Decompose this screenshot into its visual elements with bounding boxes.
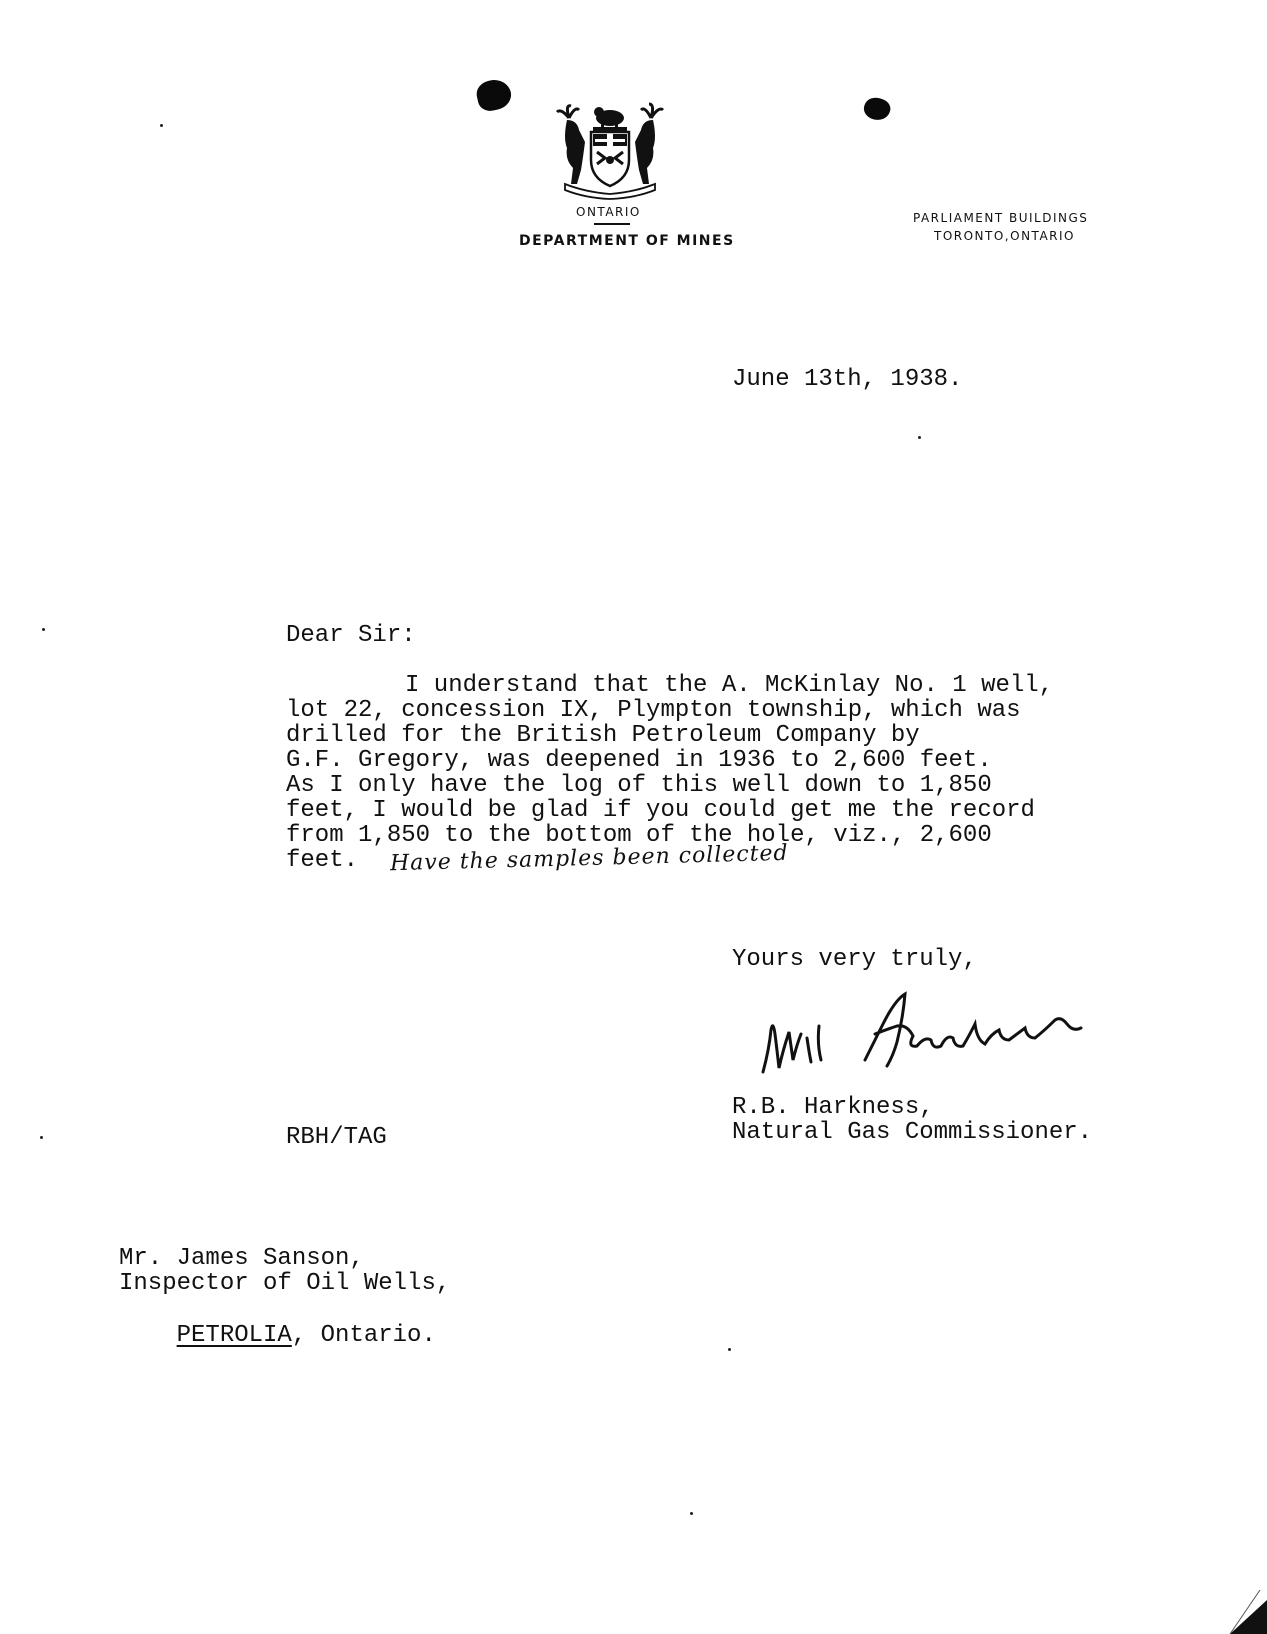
- speck: [160, 124, 163, 127]
- letterhead-address-line1: PARLIAMENT BUILDINGS: [913, 211, 1089, 225]
- body-line: drilled for the British Petroleum Company by: [286, 722, 920, 749]
- body-line: As I only have the log of this well down to 1,850: [286, 772, 992, 799]
- signatory-name: R.B. Harkness,: [732, 1094, 934, 1121]
- speck: [690, 1512, 693, 1515]
- salutation: Dear Sir:: [286, 622, 416, 649]
- ontario-coat-of-arms-icon: [555, 98, 665, 200]
- recipient-city-suffix: , Ontario.: [291, 1322, 436, 1349]
- ink-blot-right: [861, 94, 893, 124]
- speck: [728, 1348, 731, 1351]
- recipient-line1: Mr. James Sanson,: [119, 1245, 364, 1272]
- letterhead-divider: [594, 223, 630, 225]
- letterhead-department: DEPARTMENT OF MINES: [519, 233, 735, 249]
- ink-blot-left: [474, 77, 513, 113]
- signatory-title: Natural Gas Commissioner.: [732, 1119, 1093, 1146]
- recipient-city: PETROLIA: [176, 1322, 292, 1349]
- body-line: feet.: [286, 847, 359, 874]
- handwritten-note: Have the samples been collected: [389, 840, 789, 877]
- letter-date: June 13th, 1938.: [732, 366, 963, 393]
- recipient-line2: Inspector of Oil Wells,: [119, 1270, 451, 1297]
- page-corner-fold: [1210, 1590, 1267, 1634]
- speck: [42, 628, 45, 631]
- body-line: I understand that the A. McKinlay No. 1 well,: [405, 672, 1054, 699]
- closing: Yours very truly,: [732, 946, 977, 973]
- body-line: lot 22, concession IX, Plympton township, which was: [286, 697, 1021, 724]
- letterhead-province: ONTARIO: [576, 205, 641, 219]
- speck: [40, 1136, 43, 1139]
- body-line: feet, I would be glad if you could get me the record: [286, 797, 1035, 824]
- body-line: from 1,850 to the bottom of the hole, viz., 2,600: [286, 822, 992, 849]
- letterhead-address-line2: TORONTO,ONTARIO: [934, 229, 1075, 243]
- reference-initials: RBH/TAG: [286, 1124, 387, 1151]
- recipient-line3: [119, 1295, 436, 1376]
- body-line: G.F. Gregory, was deepened in 1936 to 2,600 feet.: [286, 747, 992, 774]
- speck: [918, 436, 921, 439]
- handwritten-signature-icon: [755, 990, 1105, 1080]
